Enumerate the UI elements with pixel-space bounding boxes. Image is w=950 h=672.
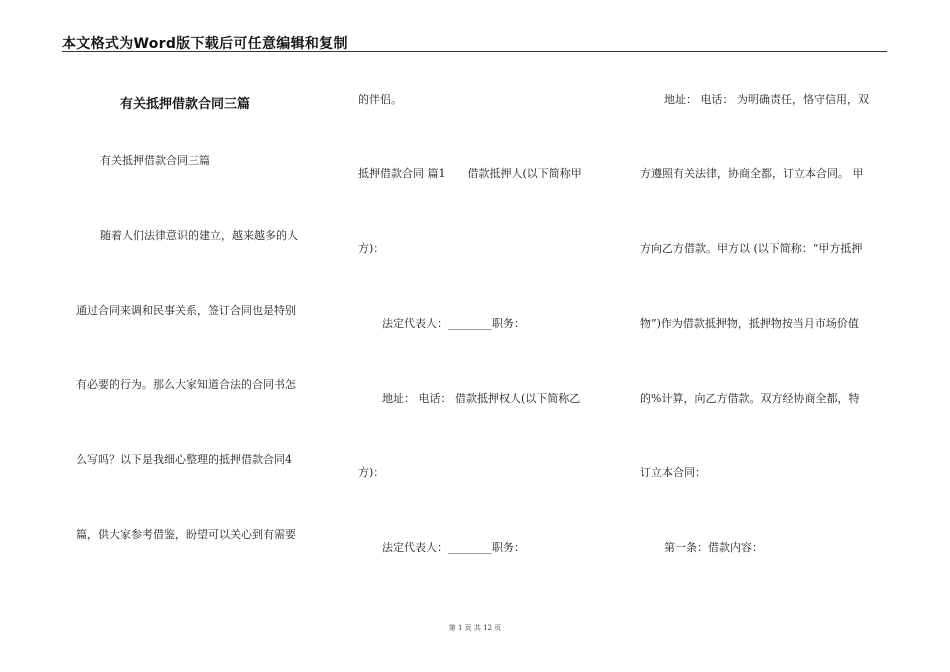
paragraph-line: 订立本合同：	[640, 466, 706, 479]
paragraph-line: 物”)作为借款抵押物，抵押物按当月市场价值	[640, 317, 859, 330]
text-column-3	[640, 0, 890, 672]
paragraph-line: 第一条：借款内容：	[664, 541, 763, 554]
document-title: 有关抵押借款合同三篇	[120, 97, 251, 112]
paragraph-line: 方)：	[358, 466, 385, 479]
paragraph-line: 地址： 电话： 为明确责任，恪守信用，双	[664, 93, 869, 106]
paragraph-line: 地址： 电话： 借款抵押权人(以下简称乙	[382, 392, 581, 405]
download-banner: 本文格式为Word版下载后可任意编辑和复制	[62, 36, 348, 52]
paragraph-line: 篇，供大家参考借鉴，盼望可以关心到有需要	[76, 528, 296, 541]
paragraph-line: 随着人们法律意识的建立，越来越多的人	[100, 229, 298, 242]
paragraph-line: 的伴侣。	[358, 93, 402, 106]
paragraph-line: 法定代表人：________职务：	[382, 317, 525, 330]
text-column-2	[358, 0, 608, 672]
paragraph-line: 有关抵押借款合同三篇	[100, 154, 210, 167]
paragraph-line: 的%计算，向乙方借款。双方经协商全都，特	[640, 392, 860, 405]
paragraph-line: 方)：	[358, 242, 385, 255]
page-number: 第 1 页 共 12 页	[448, 624, 502, 632]
paragraph-line: 方遵照有关法律，协商全都，订立本合同。 甲	[640, 167, 864, 180]
paragraph-line: 有必要的行为。那么大家知道合法的合同书怎	[76, 378, 296, 391]
paragraph-line: 么写吗？以下是我细心整理的抵押借款合同4	[76, 453, 292, 466]
paragraph-line: 方向乙方借款。甲方以 (以下简称：“甲方抵押	[640, 242, 863, 255]
text-column-1	[76, 0, 322, 672]
paragraph-line: 抵押借款合同 篇1 借款抵押人(以下简称甲	[358, 167, 582, 180]
paragraph-line: 法定代表人：________职务：	[382, 541, 525, 554]
paragraph-line: 通过合同来调和民事关系，签订合同也是特别	[76, 304, 296, 317]
